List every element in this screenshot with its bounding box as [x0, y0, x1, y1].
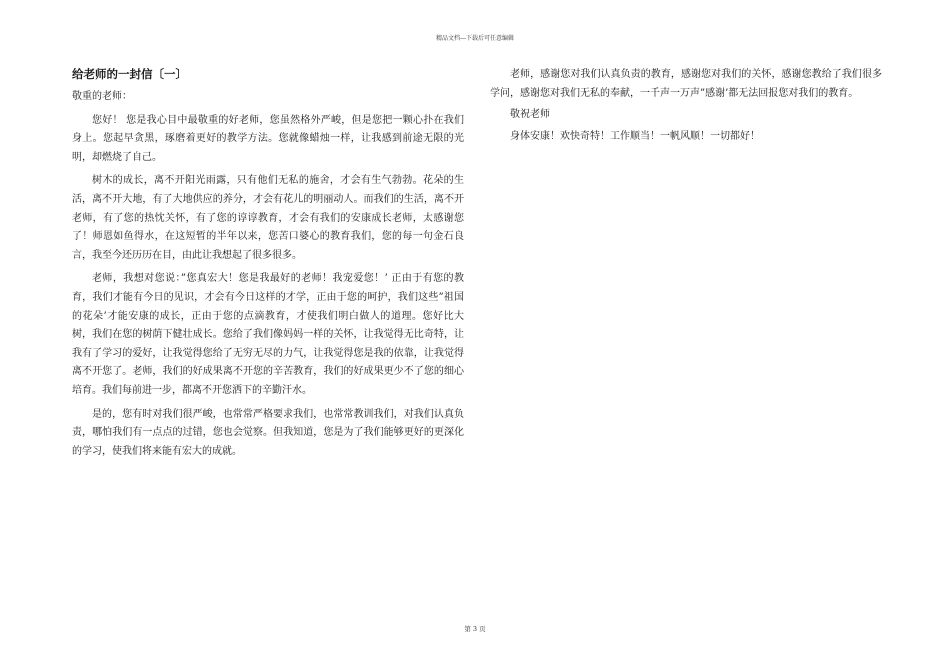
page-number: 第 3 页	[464, 625, 486, 633]
right-column	[490, 66, 882, 149]
letter-salutation: 敬重的老师：	[72, 91, 132, 102]
letter-title: 给老师的一封信〔一〕	[72, 67, 187, 81]
letter-paragraph-3: 老师，我想对您说：”您真宏大！您是我最好的老师！我宠爱您！’ 正由于有您的教育，我们才能有今日的见识，才会有今日这样的才学，正由于您的呵护，我们这些”祖国的花朵’才能安康的成长，正由于您的点滴教育，才使我们明白做人的道理。您好比大树，我们在您的树荫下健壮成长。您给了我们像妈妈一样的关怀，让我觉得无比奇特，让我有了学习的爱好，让我觉得您给了无穷无尽的力气，让我觉得您是我的依靠，让我觉得离不开您了。老师，我们的好成果离不开您的辛苦教育，我们的好成果更少不了您的细心培育。我们每前进一步，都离不开您洒下的辛勤汗水。	[72, 273, 464, 396]
left-column	[72, 66, 464, 466]
page-header-note: 精品文档---下载后可任意编辑	[435, 35, 515, 42]
letter-paragraph-2: 树木的成长，离不开阳光雨露，只有他们无私的施舍，才会有生气勃勃。花朵的生活，离不开大地，有了大地供应的养分，才会有花儿的明丽动人。而我们的生活，离不开老师，有了您的热忱关怀，有了您的谆谆教育，才会有我们的安康成长老师，太感谢您了！师恩如鱼得水，在这短暂的半年以来，您苦口婆心的教育我们，您的每一句金石良言，我至今还历历在目，由此让我想起了很多很多。	[72, 175, 464, 261]
letter-paragraph-1: 您好！ 您是我心目中最敬重的好老师，您虽然格外严峻，但是您把一颗心扑在我们身上。您起早贪黑，琢磨着更好的教学方法。您就像蜡烛一样，让我感到前途无限的光明，却燃烧了自己。	[72, 114, 464, 163]
letter-closing-wish: 敬祝老师	[510, 109, 550, 121]
letter-paragraph-4: 是的，您有时对我们很严峻，也常常严格要求我们，也常常教训我们，对我们认真负责，哪怕我们有一点点的过错，您也会觉察。但我知道，您是为了我们能够更好的更深化的学习，使我们将来能有宏大的成就。	[72, 408, 464, 457]
letter-paragraph-thanks: 老师，感谢您对我们认真负责的教育，感谢您对我们的关怀，感谢您教给了我们很多学问，感谢您对我们无私的奉献，一千声一万声”感谢’都无法回报您对我们的教育。	[490, 69, 882, 99]
letter-closing-blessing: 身体安康！欢快奇特！工作顺当！一帆风顺！一切都好！	[510, 130, 760, 142]
